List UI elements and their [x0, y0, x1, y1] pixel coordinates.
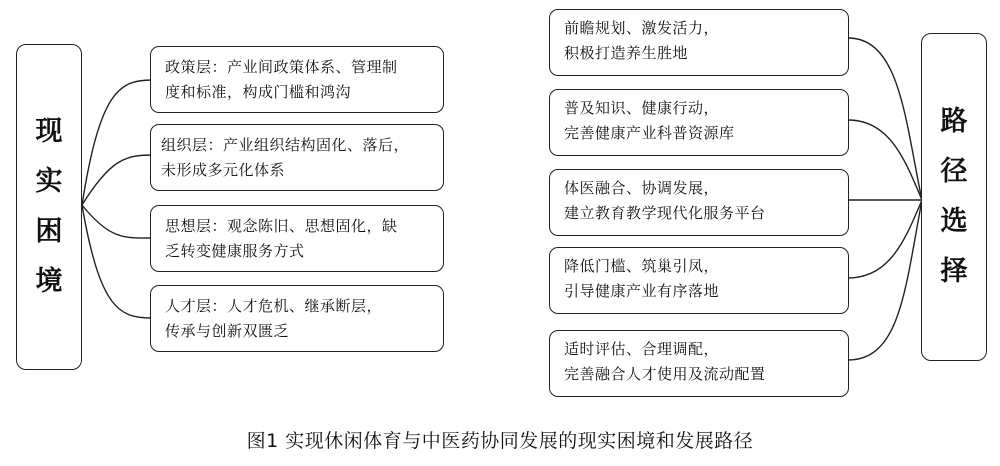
box-line: 普及知识、健康行动，: [564, 99, 720, 117]
box-talent-level: [150, 285, 444, 352]
box-line: 组织层：产业组织结构固化、落后，: [161, 136, 410, 154]
box-ideology-level: [150, 205, 444, 272]
box-knowledge-popularization: [549, 89, 849, 156]
box-line: 乏转变健康服务方式: [165, 242, 305, 260]
box-line: 积极打造养生胜地: [564, 44, 689, 62]
box-line: 人才层：人才危机、继承断层，: [165, 297, 383, 315]
box-line: 适时评估、合理调配，: [564, 340, 720, 358]
label-char: 现: [35, 116, 63, 147]
connector-right-4: [848, 200, 922, 278]
box-line: 未形成多元化体系: [161, 161, 286, 179]
label-char: 境: [35, 266, 63, 297]
label-char: 径: [940, 156, 968, 187]
label-char: 选: [940, 206, 968, 237]
label-current-dilemma: [16, 44, 82, 370]
box-line: 政策层：产业间政策体系、管理制: [165, 58, 398, 76]
box-line: 度和标准，构成门槛和鸿沟: [165, 83, 352, 101]
label-char: 实: [35, 166, 63, 197]
box-sports-medicine-integration: [549, 169, 849, 236]
box-lower-threshold: [549, 247, 849, 314]
connector-right-2: [848, 120, 922, 200]
connector-left-1: [82, 80, 152, 205]
box-organization-level: [150, 124, 444, 191]
box-line: 完善融合人才使用及流动配置: [564, 365, 766, 383]
connector-left-2: [82, 155, 152, 205]
box-line: 降低门槛、筑巢引凤，: [564, 257, 720, 275]
box-line: 建立教育教学现代化服务平台: [564, 204, 766, 222]
label-char: 困: [35, 216, 63, 247]
box-line: 思想层：观念陈旧、思想固化，缺: [165, 217, 398, 235]
box-line: 体医融合、协调发展，: [564, 179, 720, 197]
label-char: 择: [940, 256, 968, 287]
label-path-selection: [921, 33, 987, 361]
box-line: 前瞻规划、激发活力，: [564, 19, 720, 37]
connector-left-3: [82, 205, 152, 238]
figure-caption: 图1 实现休闲体育与中医药协同发展的现实困境和发展路径: [246, 430, 754, 452]
box-line: 传承与创新双匮乏: [165, 322, 290, 340]
box-line: 完善健康产业科普资源库: [564, 124, 735, 142]
label-char: 路: [940, 106, 968, 137]
box-forward-planning: [549, 9, 849, 76]
box-policy-level: [150, 46, 444, 113]
box-timely-evaluation: [549, 330, 849, 397]
box-line: 引导健康产业有序落地: [564, 282, 720, 300]
connector-left-4: [82, 205, 152, 318]
